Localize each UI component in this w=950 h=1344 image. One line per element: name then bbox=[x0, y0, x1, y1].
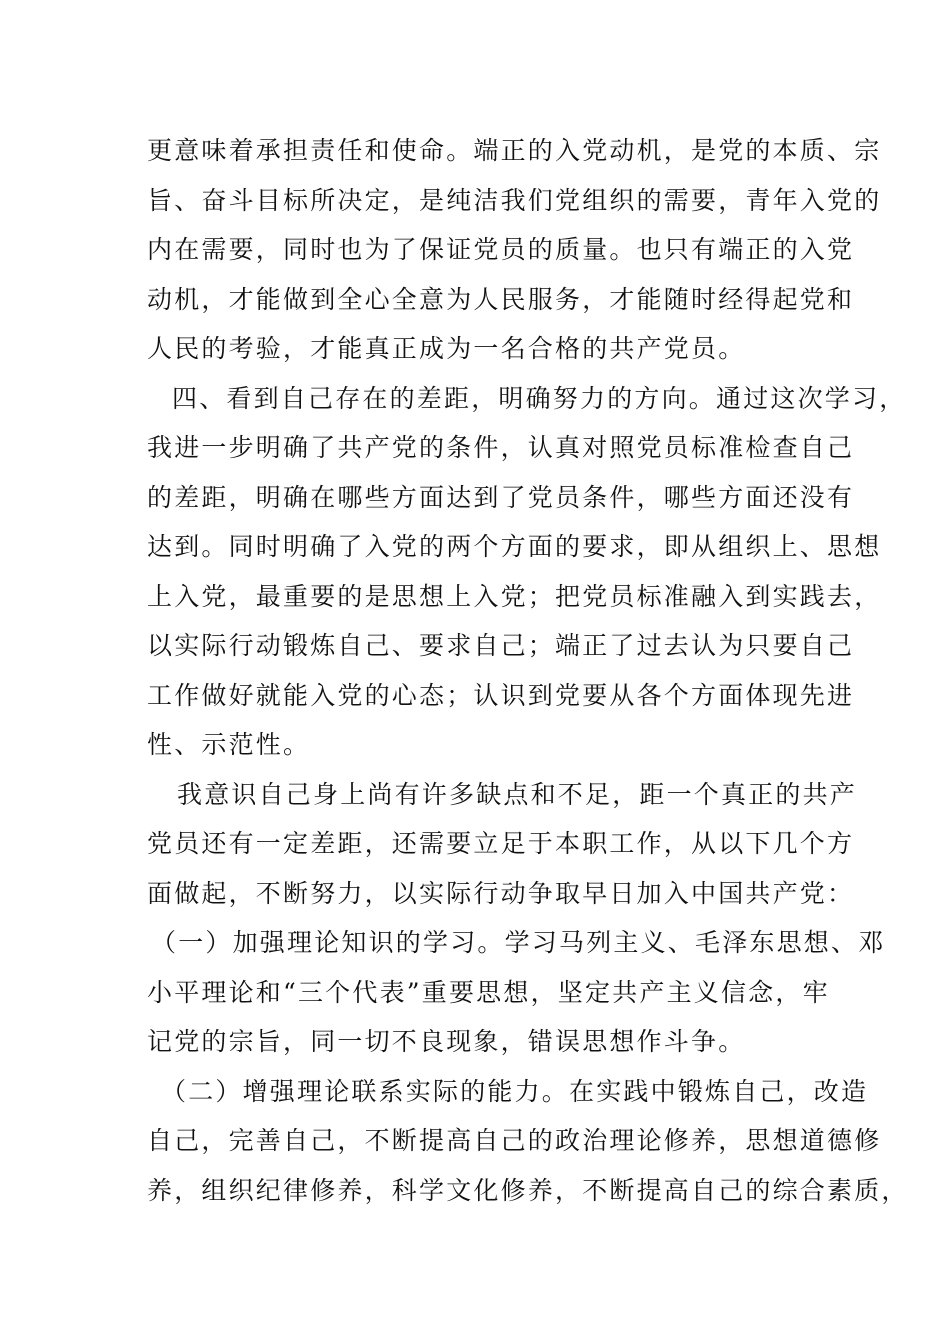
text-line: 养，组织纪律修养，科学文化修养，不断提高自己的综合素质， bbox=[147, 1175, 909, 1205]
text-line: 旨、奋斗目标所决定，是纯洁我们党组织的需要，青年入党的 bbox=[147, 185, 882, 215]
text-line: 更意味着承担责任和使命。端正的入党动机，是党的本质、宗 bbox=[147, 136, 882, 165]
text-line: （二）增强理论联系实际的能力。在实践中锻炼自己，改造 bbox=[161, 1076, 869, 1106]
text-line: （一）加强理论知识的学习。学习马列主义、毛泽东思想、邓 bbox=[151, 928, 886, 957]
text-line: 以实际行动锻炼自己、要求自己；端正了过去认为只要自己 bbox=[147, 631, 855, 660]
text-line: 我意识自己身上尚有许多缺点和不足，距一个真正的共产 bbox=[177, 779, 858, 809]
text-line: 我进一步明确了共产党的条件，认真对照党员标准检查自己 bbox=[147, 433, 855, 462]
text-line: 内在需要，同时也为了保证党员的质量。也只有端正的入党 bbox=[147, 235, 855, 264]
text-line: 上入党，最重要的是思想上入党；把党员标准融入到实践去， bbox=[147, 581, 882, 611]
text-line: 工作做好就能入党的心态；认识到党要从各个方面体现先进 bbox=[147, 680, 855, 710]
text-line: 动机，才能做到全心全意为人民服务，才能随时经得起党和 bbox=[147, 284, 855, 314]
text-line: 小平理论和“三个代表”重要思想，坚定共产主义信念，牢 bbox=[147, 977, 830, 1007]
document-body bbox=[147, 126, 909, 1215]
text-line: 性、示范性。 bbox=[147, 730, 311, 759]
text-line: 党员还有一定差距，还需要立足于本职工作，从以下几个方 bbox=[147, 829, 855, 858]
text-line: 四、看到自己存在的差距，明确努力的方向。通过这次学习， bbox=[172, 383, 907, 413]
text-line: 达到。同时明确了入党的两个方面的要求，即从组织上、思想 bbox=[147, 532, 882, 561]
text-line: 的差距，明确在哪些方面达到了党员条件，哪些方面还没有 bbox=[147, 482, 855, 512]
text-line: 自己，完善自己，不断提高自己的政治理论修养，思想道德修 bbox=[147, 1126, 882, 1155]
text-line: 面做起，不断努力，以实际行动争取早日加入中国共产党： bbox=[147, 878, 855, 908]
text-line: 记党的宗旨，同一切不良现象，错误思想作斗争。 bbox=[147, 1027, 746, 1056]
text-line: 人民的考验，才能真正成为一名合格的共产党员。 bbox=[147, 334, 746, 363]
